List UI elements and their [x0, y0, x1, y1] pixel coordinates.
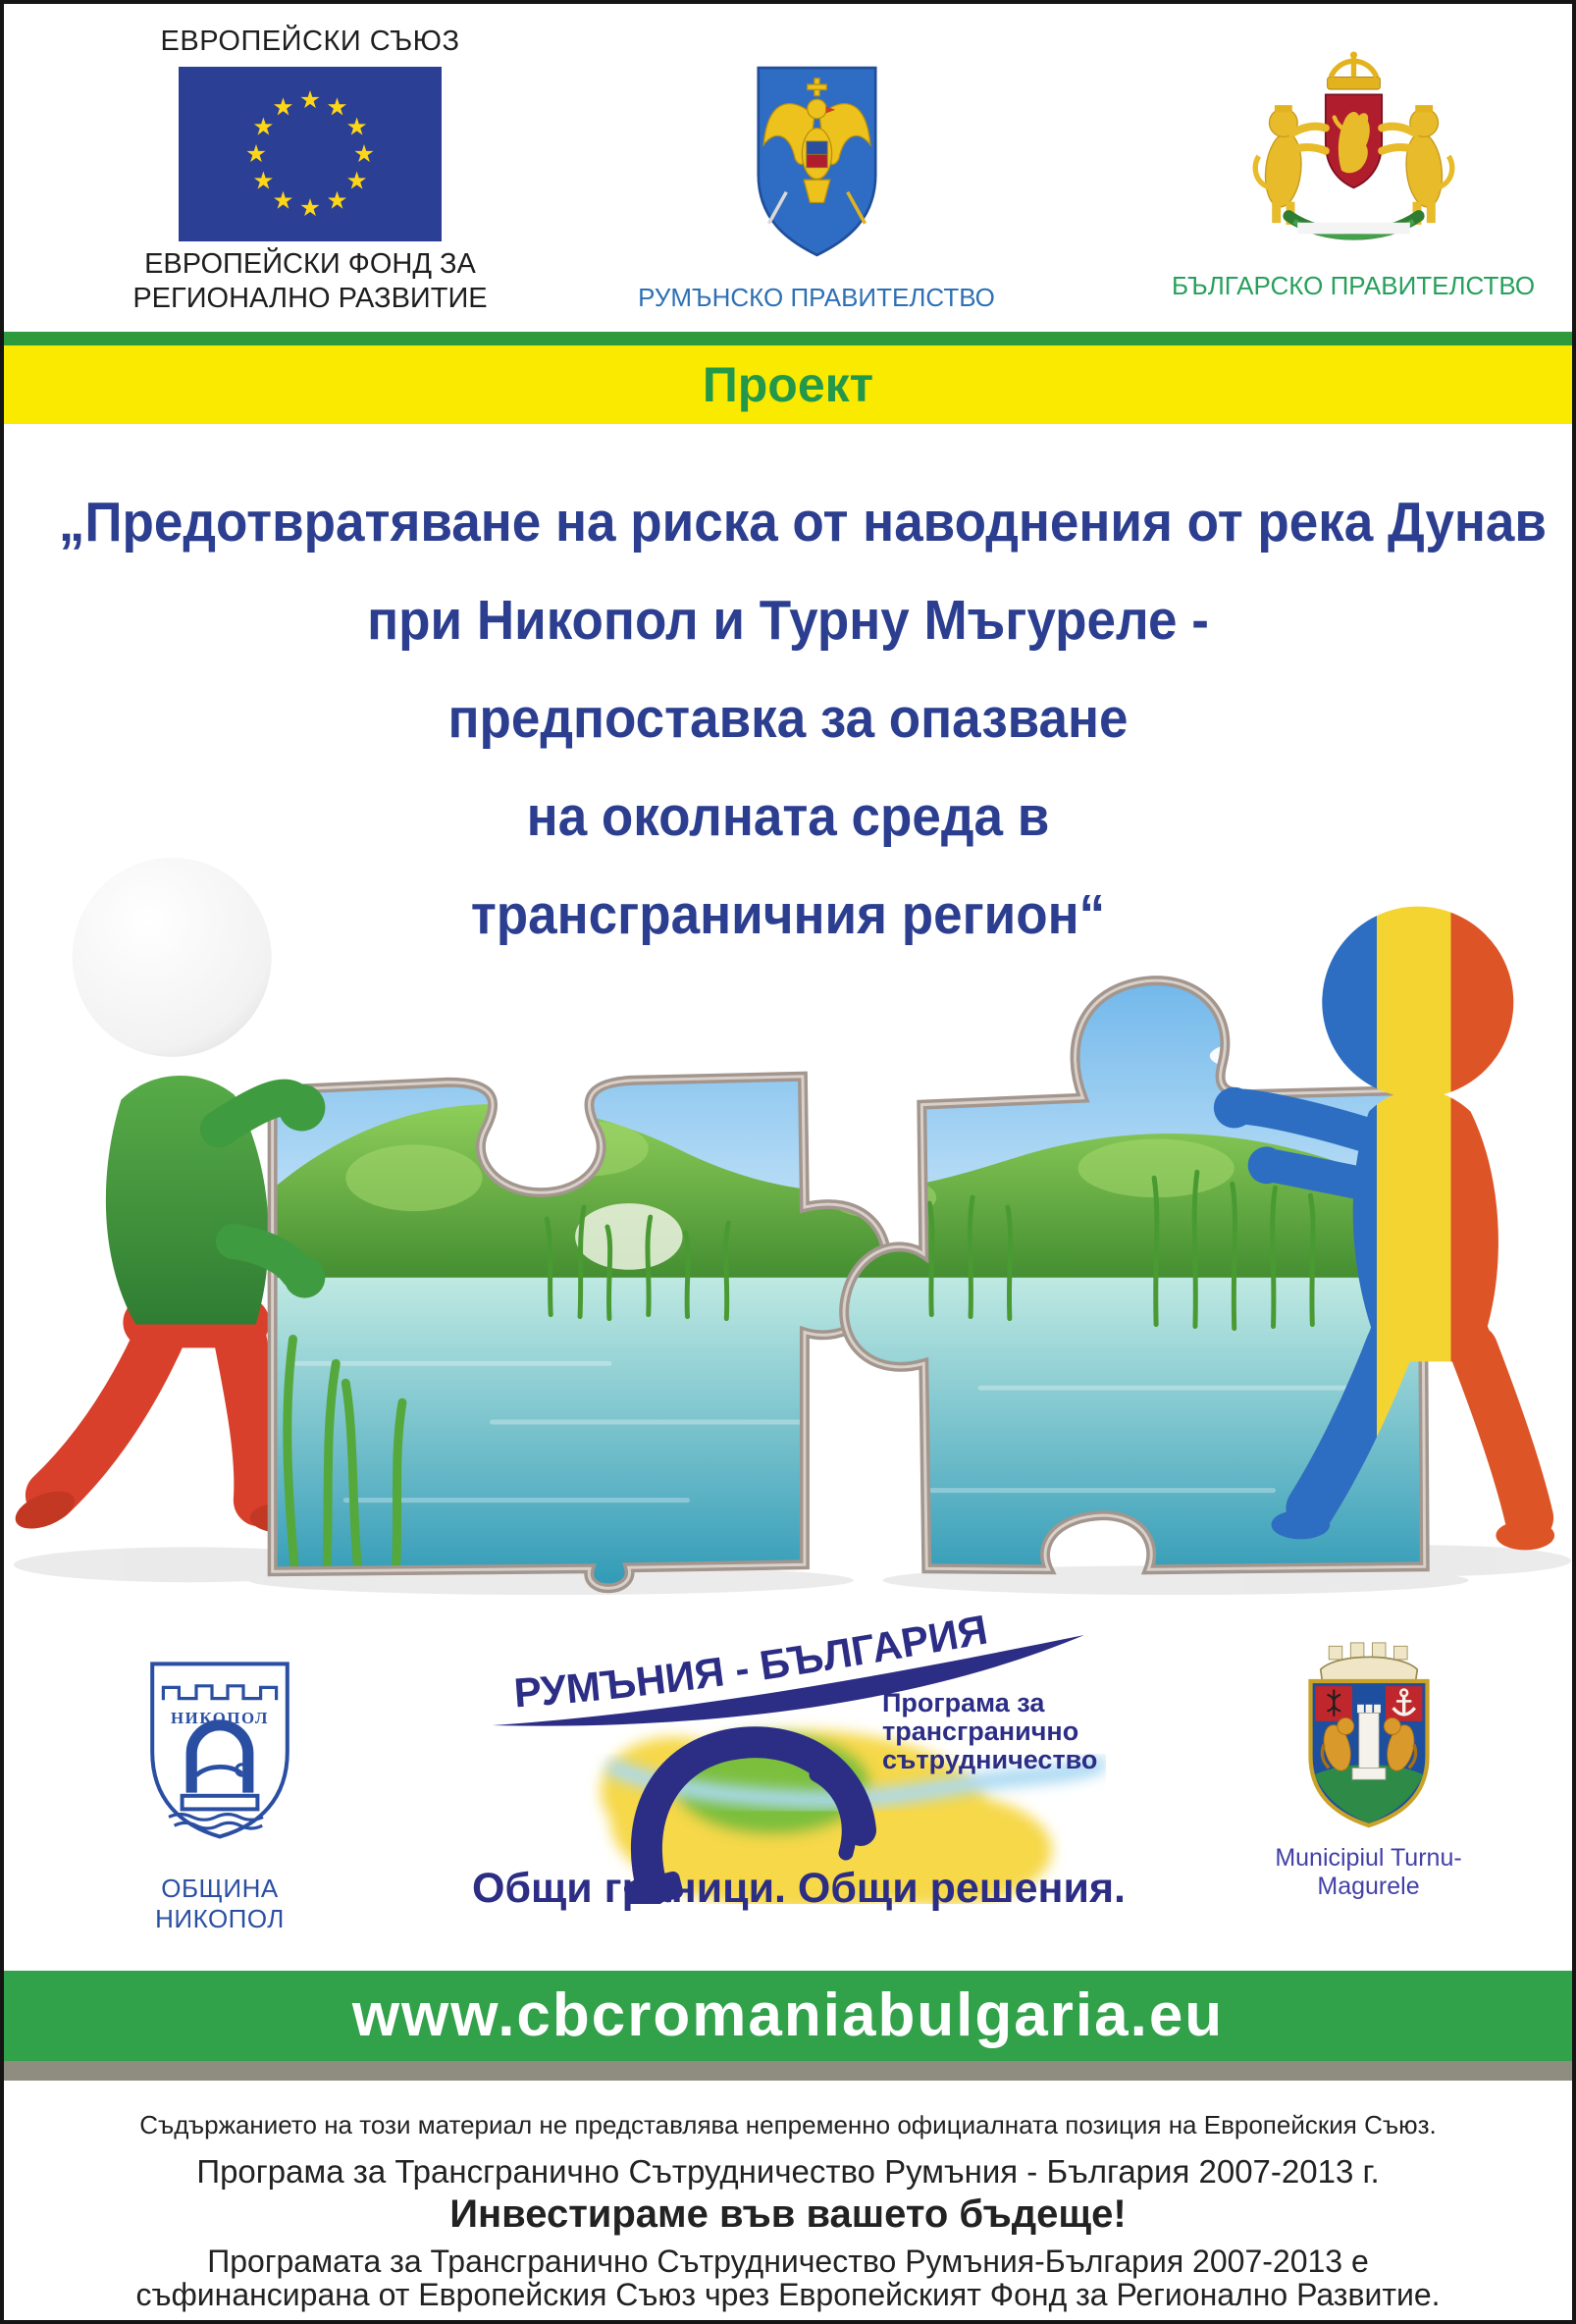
romanian-figure-head — [1322, 907, 1513, 1098]
romanian-government-block — [620, 61, 1013, 313]
svg-text:сътрудничество: сътрудничество — [882, 1745, 1098, 1774]
nikopol-emblem-icon — [141, 1641, 298, 1859]
website-url: www.cbcromaniabulgaria.eu — [351, 1981, 1225, 2049]
footer-cofinance-line-2: съфинансирана от Европейския Съюз чрез Европейският Фонд за Регионално Развитие. — [135, 2277, 1441, 2312]
bulgaria-coat-of-arms-icon — [1238, 47, 1469, 258]
eu-flag-icon — [179, 67, 442, 241]
bulgarian-figure-head — [73, 858, 272, 1057]
lion-supporter-left — [1255, 105, 1326, 225]
nikopol-block — [102, 1641, 338, 1934]
svg-text:Програма за: Програма за — [882, 1688, 1045, 1717]
footer-invest-line: Инвестираме във вашето бъдеще! — [449, 2192, 1127, 2236]
green-stripe — [4, 332, 1572, 345]
footer-program-line: Програма за Трансгранично Сътрудничество Румъния - България 2007-2013 г. — [196, 2153, 1380, 2190]
title-line-3: предпоставка за опазване — [447, 687, 1129, 750]
bulgarian-government-label: БЪЛГАРСКО ПРАВИТЕЛСТВО — [1171, 271, 1536, 300]
program-subtitle — [882, 1688, 1097, 1774]
puzzle-cooperation-illustration — [4, 854, 1572, 1604]
title-line-2: при Никопол и Турну Мъгуреле - — [367, 589, 1209, 652]
lion-supporter-right — [1382, 105, 1452, 225]
nikopol-emblem-text: НИКОПОЛ — [171, 1709, 269, 1728]
mural-crown — [1320, 1643, 1417, 1681]
program-slogan: Общи граници. Общи решения. — [472, 1865, 1126, 1912]
turnu-magurele-emblem-icon — [1286, 1631, 1452, 1831]
crown — [1327, 51, 1380, 89]
project-band — [4, 345, 1572, 424]
eu-logo-block — [96, 26, 524, 316]
turnu-magurele-label: Municipiul Turnu-Magurele — [1275, 1844, 1462, 1900]
gray-strip — [4, 2061, 1572, 2081]
nikopol-label: ОБЩИНА НИКОПОЛ — [155, 1874, 285, 1933]
turnu-magurele-block — [1238, 1631, 1498, 1901]
romania-coat-of-arms-icon — [751, 61, 883, 262]
website-band — [4, 1971, 1572, 2061]
eu-fund-label: ЕВРОПЕЙСКИ ФОНД ЗА РЕГИОНАЛНО РАЗВИТИЕ — [132, 248, 488, 314]
bulgarian-government-block — [1132, 47, 1574, 301]
footer-disclaimer: Съдържанието на този материал не представлява непременно официалната позиция на Европейския Съюз. — [139, 2110, 1437, 2139]
eu-union-label: ЕВРОПЕЙСКИ СЪЮЗ — [160, 26, 460, 57]
project-label: Проект — [702, 357, 874, 412]
footer-cofinance-line-1: Програмата за Трансгранично Сътрудничество Румъния-България 2007-2013 е — [207, 2244, 1369, 2279]
title-line-5: трансграничния регион“ — [470, 883, 1106, 946]
title-line-1: „Предотвратяване на риска от наводнения от река Дунав — [58, 491, 1548, 554]
title-line-4: на околната среда в — [526, 785, 1050, 848]
svg-text:трансгранично: трансгранично — [882, 1717, 1079, 1746]
program-arc-title: РУМЪНИЯ - БЪЛГАРИЯ — [512, 1610, 991, 1717]
romanian-government-label: РУМЪНСКО ПРАВИТЕЛСТВО — [638, 283, 995, 312]
cbc-program-logo-graphic — [478, 1610, 1106, 1904]
